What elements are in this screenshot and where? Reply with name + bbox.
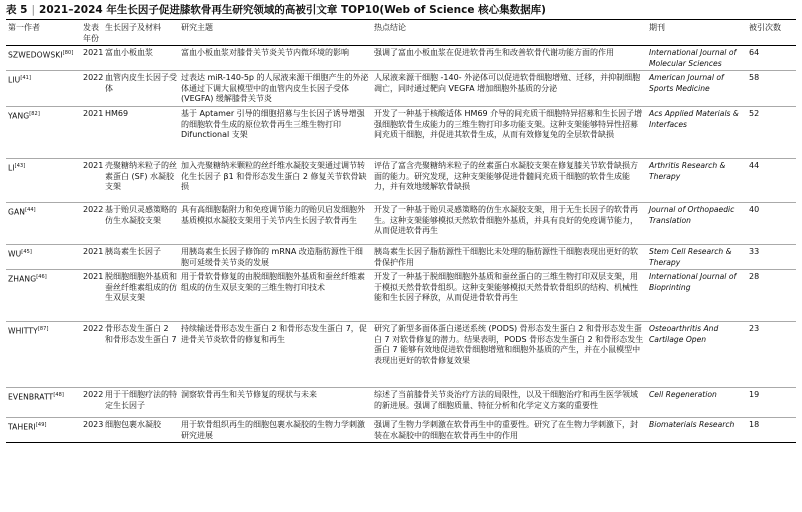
author-cell <box>6 388 81 418</box>
citations-cell: 58 <box>747 71 796 107</box>
finding-cell: 综述了当前膝骨关节炎治疗方法的局限性，以及干细胞治疗和再生医学领域的新进展。强调了细胞质量、特征分析和化学定义方案的重要性 <box>372 388 647 418</box>
reference-link[interactable]: [44] <box>25 206 36 213</box>
topic-cell: 富血小板血浆对膝骨关节炎关节内微环境的影响 <box>179 46 372 71</box>
factor-cell: 胰岛素生长因子 <box>103 244 179 269</box>
journal-cell: Osteoarthritis And Cartilage Open <box>647 322 747 388</box>
author-cell <box>6 244 81 269</box>
year-cell: 2022 <box>81 322 103 388</box>
table-row <box>6 202 796 244</box>
finding-cell: 开发了一种基于核酸适体 HM69 介导的间充质干细胞特异招募和生长因子增强细胞软骨生成能力的三维生物打印多功能支架。这种支架能够特异性招募间充质干细胞，并促进其软骨生成，从而有效修复兔的全层软骨缺损 <box>372 106 647 158</box>
citations-cell: 44 <box>747 158 796 202</box>
topic-cell: 用于骨软骨修复的由脱细胞细胞外基质和蚕丝纤维素组成的仿生双层支架的三维生物打印技术 <box>179 270 372 322</box>
table-row <box>6 418 796 443</box>
topic-cell: 洞察软骨再生和关节修复的现状与未来 <box>179 388 372 418</box>
factor-cell: 血管内皮生长因子受体 <box>103 71 179 107</box>
year-cell: 2021 <box>81 106 103 158</box>
topic-cell: 过表达 miR-140-5p 的人尿液来源干细胞产生的外泌体通过下调大鼠模型中的血管内皮生长因子受体 (VEGFA) 缓解膝骨关节炎 <box>179 71 372 107</box>
journal-cell: International Journal of Molecular Sciences <box>647 46 747 71</box>
journal-cell: Cell Regeneration <box>647 388 747 418</box>
table-row <box>6 158 796 202</box>
table-label: 表 5 <box>6 4 28 16</box>
header-finding: 热点结论 <box>372 20 647 46</box>
author-cell <box>6 46 81 71</box>
table-title: 2021–2024 年生长因子促进膝软骨再生研究领域的高被引文章 TOP10(Web of Science 核心集数据库) <box>39 4 546 16</box>
citations-cell: 52 <box>747 106 796 158</box>
header-journal: 期刊 <box>647 20 747 46</box>
factor-cell: 用于干细胞疗法的特定生长因子 <box>103 388 179 418</box>
author-cell <box>6 202 81 244</box>
table-row <box>6 322 796 388</box>
header-citations: 被引次数 <box>747 20 796 46</box>
table-row <box>6 244 796 269</box>
year-cell: 2022 <box>81 388 103 418</box>
header-factor: 生长因子及材料 <box>103 20 179 46</box>
author-name: YANG <box>8 111 30 121</box>
year-cell: 2022 <box>81 71 103 107</box>
author-name: TAHERI <box>8 422 36 432</box>
factor-cell: 细胞包裹水凝胶 <box>103 418 179 443</box>
journal-cell: International Journal of Bioprinting <box>647 270 747 322</box>
finding-cell: 强调了富血小板血浆在促进软骨再生和改善软骨代谢功能方面的作用 <box>372 46 647 71</box>
citations-cell: 18 <box>747 418 796 443</box>
author-name: WHITTY <box>8 326 38 336</box>
table-row <box>6 106 796 158</box>
reference-link[interactable]: [43] <box>14 162 26 169</box>
header-year: 发表年份 <box>81 20 103 46</box>
finding-cell: 人尿液来源干细胞 -140- 外泌体可以促进软骨细胞增殖、迁移，并抑制细胞凋亡，同时通过靶向 VEGFA 增加细胞外基质的分泌 <box>372 71 647 107</box>
reference-link[interactable]: [41] <box>20 75 32 82</box>
year-cell: 2021 <box>81 270 103 322</box>
year-cell: 2021 <box>81 158 103 202</box>
citations-cell: 64 <box>747 46 796 71</box>
factor-cell: 富血小板血浆 <box>103 46 179 71</box>
table-row <box>6 46 796 71</box>
finding-cell: 开发了一种基于贻贝灵感策略的仿生水凝胶支架，用于无生长因子的软骨再生。这种支架能够模拟天然软骨细胞外基质，并具有良好的免疫调节能力，从而促进软骨再生 <box>372 202 647 244</box>
finding-cell: 胰岛素生长因子脂肪源性干细胞比未处理的脂肪源性干细胞表现出更好的软骨保护作用 <box>372 244 647 269</box>
factor-cell: 骨形态发生蛋白 2 和骨形态发生蛋白 7 <box>103 322 179 388</box>
reference-link[interactable]: [45] <box>21 248 32 255</box>
journal-cell: Biomaterials Research <box>647 418 747 443</box>
year-cell: 2021 <box>81 46 103 71</box>
author-cell <box>6 418 81 443</box>
year-cell: 2022 <box>81 202 103 244</box>
journal-cell: Arthritis Research & Therapy <box>647 158 747 202</box>
reference-link[interactable]: [87] <box>37 326 49 333</box>
author-cell <box>6 270 81 322</box>
factor-cell: 壳聚糖纳米粒子的丝素蛋白 (SF) 水凝胶支架 <box>103 158 179 202</box>
factor-cell: HM69 <box>103 106 179 158</box>
author-name: EVENBRATT <box>8 392 54 402</box>
author-name: SZWEDOWSKI <box>8 50 63 60</box>
journal-cell: Journal of Orthopaedic Translation <box>647 202 747 244</box>
factor-cell: 基于贻贝灵感策略的仿生水凝胶支架 <box>103 202 179 244</box>
table-header <box>6 20 796 46</box>
citations-table <box>6 19 796 443</box>
finding-cell: 评估了富含壳聚糖纳米粒子的丝素蛋白水凝胶支架在修复膝关节软骨缺损方面的能力。研究发现，这种支架能够促进骨髓间充质干细胞的软骨生成能力，并有效地缓解软骨缺损 <box>372 158 647 202</box>
journal-cell: Acs Applied Materials & Interfaces <box>647 106 747 158</box>
author-name: LI <box>8 163 15 173</box>
author-name: GAN <box>8 207 26 217</box>
header-author: 第一作者 <box>6 20 81 46</box>
author-cell <box>6 106 81 158</box>
factor-cell: 脱细胞细胞外基质和蚕丝纤维素组成的仿生双层支架 <box>103 270 179 322</box>
citations-cell: 19 <box>747 388 796 418</box>
author-name: ZHANG <box>8 274 37 284</box>
table-caption <box>6 3 796 19</box>
topic-cell: 持续输送骨形态发生蛋白 2 和骨形态发生蛋白 7，促进骨关节炎软骨的修复和再生 <box>179 322 372 388</box>
finding-cell: 开发了一种基于脱细胞细胞外基质和蚕丝蛋白的三维生物打印双层支架，用于模拟天然骨软骨组织。这种支架能够模拟天然骨软骨组织的结构、机械性能和生长因子释放，从而促进骨软骨再生 <box>372 270 647 322</box>
author-cell <box>6 158 81 202</box>
caption-separator: | <box>31 4 36 16</box>
reference-link[interactable]: [48] <box>53 392 64 399</box>
table-row <box>6 388 796 418</box>
journal-cell: American Journal of Sports Medicine <box>647 71 747 107</box>
header-topic: 研究主题 <box>179 20 372 46</box>
author-cell <box>6 71 81 107</box>
journal-cell: Stem Cell Research & Therapy <box>647 244 747 269</box>
reference-link[interactable]: [46] <box>36 274 47 281</box>
year-cell: 2021 <box>81 244 103 269</box>
reference-link[interactable]: [49] <box>35 422 47 429</box>
author-name: WU <box>8 249 22 259</box>
citations-cell: 40 <box>747 202 796 244</box>
topic-cell: 具有高细胞黏附力和免疫调节能力的贻贝启发细胞外基质模拟水凝胶支架用于关节内生长因子软骨再生 <box>179 202 372 244</box>
header-row <box>6 20 796 46</box>
citations-cell: 23 <box>747 322 796 388</box>
finding-cell: 强调了生物力学刺激在软骨再生中的重要性。研究了在生物力学刺激下，封装在水凝胶中的细胞在软骨再生中的作用 <box>372 418 647 443</box>
citations-cell: 28 <box>747 270 796 322</box>
year-cell: 2023 <box>81 418 103 443</box>
reference-link[interactable]: [80] <box>62 50 74 56</box>
author-cell <box>6 322 81 388</box>
topic-cell: 加入壳聚糖纳米颗粒的丝纤维水凝胶支架通过调节转化生长因子 β1 和骨形态发生蛋白 2 修复关节软骨缺损 <box>179 158 372 202</box>
table-body <box>6 46 796 443</box>
topic-cell: 基于 Aptamer 引导的细胞招募与生长因子诱导增强的细胞软骨生成的原位软骨再生三维生物打印 Difunctional 支架 <box>179 106 372 158</box>
topic-cell: 用于软骨组织再生的细胞包裹水凝胶的生物力学刺激研究进展 <box>179 418 372 443</box>
topic-cell: 用胰岛素生长因子修饰的 mRNA 改造脂肪源性干细胞可延缓骨关节炎的发展 <box>179 244 372 269</box>
table-row <box>6 270 796 322</box>
finding-cell: 研究了新型多面体蛋白递送系统 (PODS) 骨形态发生蛋白 2 和骨形态发生蛋白 7 对软骨修复的潜力。结果表明，PODS 骨形态发生蛋白 2 和骨形态发生蛋白 7 能够有效地促进软骨细胞增殖和细胞外基质的产生，并在小鼠模型中表现出更好的软骨修复效果 <box>372 322 647 388</box>
table-row <box>6 71 796 107</box>
citations-cell: 33 <box>747 244 796 269</box>
author-name: LIU <box>8 75 21 85</box>
reference-link[interactable]: [82] <box>29 110 40 117</box>
